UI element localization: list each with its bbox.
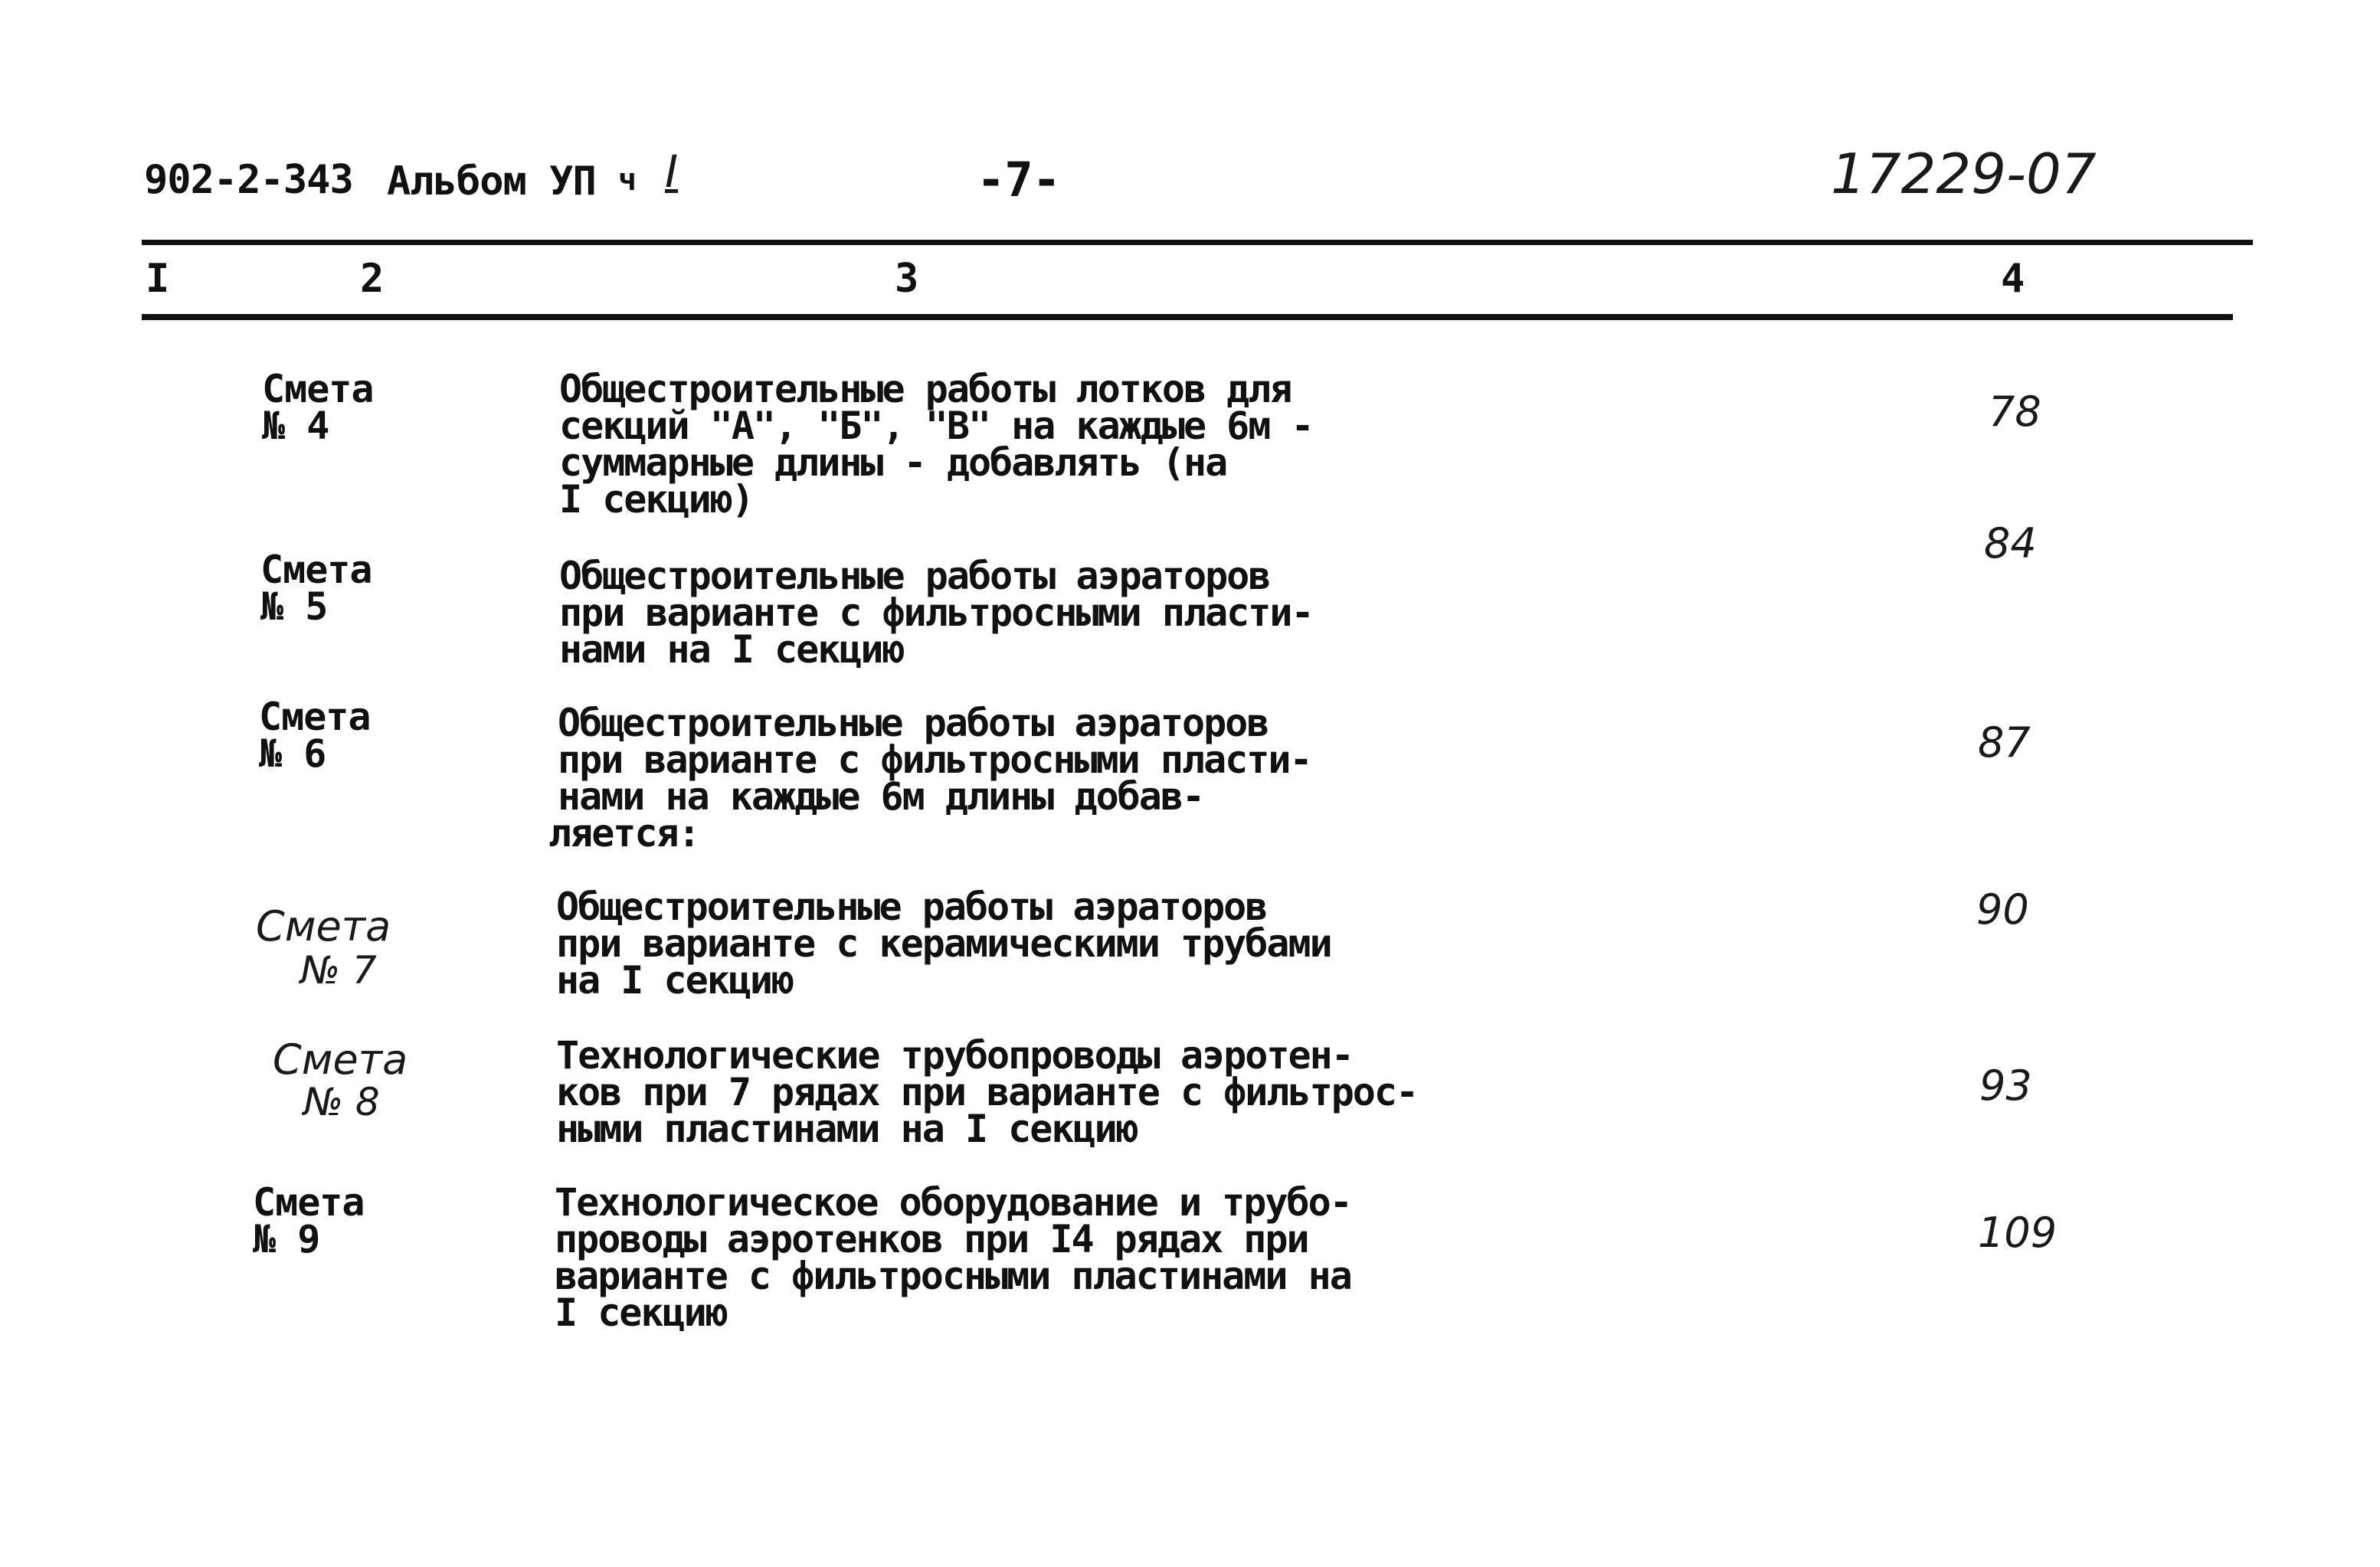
table-row-description-line: нами на I секцию: [559, 627, 904, 672]
table-row-description-line: Технологические трубопроводы аэротен-: [556, 1033, 1353, 1078]
table-row-description-line: при варианте с фильтросными пласти-: [558, 738, 1311, 782]
table-row-label-line: № 8: [303, 1080, 380, 1124]
table-row-label-line: Смета: [259, 695, 371, 739]
album-label: Альбом УП: [387, 159, 596, 204]
table-row-description-line: при варианте с керамическими трубами: [556, 921, 1331, 966]
table-row-label-line: № 4: [262, 404, 329, 448]
album-part-value: I: [665, 146, 679, 198]
column-header-2: 2: [360, 256, 384, 302]
table-row-description-line: I секцию: [555, 1291, 727, 1335]
table-row-label-line: № 9: [253, 1217, 320, 1261]
table-row-label-line: № 7: [300, 948, 377, 993]
column-header-3: 3: [895, 256, 918, 302]
table-row-description-line: суммарные длины - добавлять (на: [559, 440, 1227, 485]
table-row-description-line: нами на каждые 6м длины добав-: [558, 774, 1204, 819]
table-row-description-line: I секцию): [559, 477, 753, 522]
page-number: -7-: [977, 152, 1060, 208]
table-row-description-line: Общестроительные работы лотков для: [559, 367, 1291, 411]
table-row-label-line: Смета: [256, 902, 391, 950]
album-part-mark: ч: [618, 162, 637, 198]
document-code: 902-2-343: [144, 157, 353, 203]
table-row-label-line: Смета: [262, 367, 374, 411]
table-row-label-line: Смета: [273, 1035, 408, 1084]
table-row-description-line: Общестроительные работы аэраторов: [559, 554, 1270, 598]
table-row-page-ref: 84: [1984, 519, 2037, 568]
table-top-rule: [142, 240, 2253, 245]
table-row-description-line: на I секцию: [556, 958, 794, 1003]
table-row-description-line: варианте с фильтросными пластинами на: [555, 1254, 1351, 1298]
table-row-description-line: ными пластинами на I секцию: [556, 1107, 1138, 1151]
table-row-page-ref: 93: [1979, 1062, 2032, 1110]
table-row-label-line: № 6: [259, 731, 326, 776]
table-row-label-line: № 5: [260, 584, 328, 629]
column-header-4: 4: [2001, 256, 2025, 302]
table-row-description-line: проводы аэротенков при I4 рядах при: [555, 1217, 1308, 1261]
table-row-label-line: Смета: [253, 1180, 365, 1225]
table-row-description-line: при варианте с фильтросными пласти-: [559, 590, 1313, 635]
table-row-page-ref: 87: [1978, 718, 2031, 767]
table-row-description-line: ляется:: [548, 811, 699, 855]
table-row-page-ref: 90: [1976, 885, 2029, 934]
table-row-description-line: Общестроительные работы аэраторов: [558, 701, 1269, 745]
table-row-description-line: секций "А", "Б", "В" на каждые 6м -: [559, 404, 1313, 448]
document-number: 17229-07: [1831, 142, 2097, 206]
table-row-description-line: ков при 7 рядах при варианте с фильтрос-: [556, 1070, 1418, 1114]
table-header-bottom-rule: [142, 314, 2233, 320]
table-row-label-line: Смета: [260, 548, 372, 592]
column-header-1: I: [146, 256, 169, 302]
table-row-page-ref: 78: [1989, 388, 2041, 436]
table-row-page-ref: 109: [1978, 1209, 2058, 1257]
table-row-description-line: Общестроительные работы аэраторов: [556, 885, 1267, 929]
table-row-description-line: Технологическое оборудование и трубо-: [555, 1180, 1351, 1225]
